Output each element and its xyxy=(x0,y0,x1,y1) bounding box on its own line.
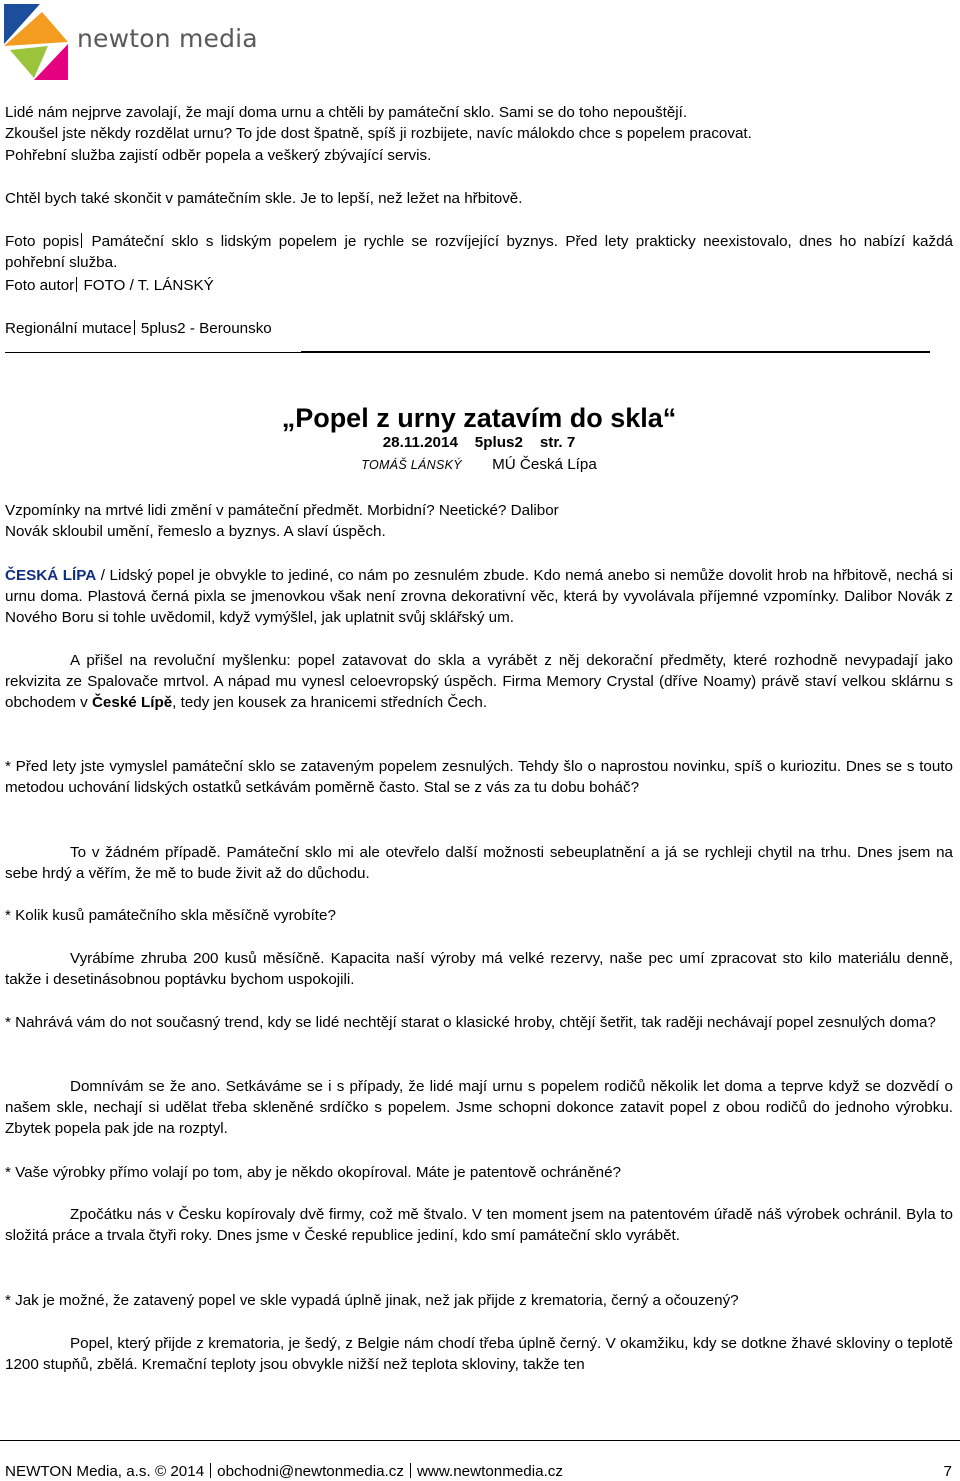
article-page: str. 7 xyxy=(539,434,576,451)
page-footer xyxy=(5,1463,563,1480)
question-2: * Kolik kusů památečního skla měsíčně vyrobíte? xyxy=(5,907,336,924)
article1-line-1: Lidé nám nejprve zavolají, že mají doma urnu a chtěli by památeční sklo. Sami se do toho nepouštějí. xyxy=(5,104,688,121)
question-4: * Vaše výrobky přímo volají po tom, aby je někdo okopíroval. Máte je patentově ochráněné? xyxy=(5,1164,622,1181)
photo-caption-text: Památeční sklo s lidským popelem je rychle se rozvíjející byznys. Před lety prakticky neexistovalo, dnes ho nabízí každá pohřební služba. xyxy=(5,233,953,271)
article-author: TOMÁŠ LÁNSKÝ xyxy=(361,458,462,472)
label-separator xyxy=(76,277,77,292)
article-byline xyxy=(5,456,953,473)
dateline-place: ČESKÁ LÍPA xyxy=(5,567,97,584)
photo-author-label: Foto autor xyxy=(5,277,75,294)
article1-line-3: Pohřební služba zajistí odběr popela a veškerý zbývající servis. xyxy=(5,147,432,164)
photo-caption-label: Foto popis xyxy=(5,233,80,250)
article-meta xyxy=(5,434,953,451)
footer-email-link[interactable]: obchodni@newtonmedia.cz xyxy=(217,1463,404,1480)
article-paragraph-2-bold: České Lípě xyxy=(91,694,173,711)
regional-edition xyxy=(5,318,953,339)
article-paragraph-2-text-b: , tedy jen kousek za hranicemi středních Čech. xyxy=(172,694,488,711)
article-paragraph-2-text-a: A přišel na revoluční myšlenku: popel zatavovat do skla a vyrábět z něj dekorační předměty, které rozhodně nevypadají jako rekvizita ze Spalovače mrtvol. A nápad mu vynesl celoevropský úspěch. Firma Memory Crystal (dříve Noamy) právě staví velkou sklárnu s obchodem v xyxy=(5,652,953,711)
article-lead: Vzpomínky na mrtvé lidi změní v památeční předmět. Morbidní? Neetické? Dalibor Novák skloubil umění, řemeslo a byznys. A slaví úspěch. xyxy=(5,502,559,540)
answer-2: Vyrábíme zhruba 200 kusů měsíčně. Kapacita naší výroby má velké rezervy, naše pec umí zpracovat sto kilo materiálu denně, takže i desetinásobnou poptávku bychom uspokojili. xyxy=(5,950,953,988)
logo-text: newton media xyxy=(77,24,258,53)
article-paragraph-1-text: / Lidský popel je obvykle to jediné, co nám po zesnulém zbude. Kdo nemá anebo si nemůže dovolit hrob na hřbitově, nechá si urnu doma. Plastová černá pixla se jmenovkou však není zrovna dekorativní věc, která by vyvolávala příjemné vzpomínky. Dalibor Novák z Nového Boru si tohle uvědomil, když vymýšlel, jak uplatnit svůj sklářský um. xyxy=(5,567,953,626)
answer-4: Zpočátku nás v Česku kopírovaly dvě firmy, což mě štvalo. V ten moment jsem na patentovém úřadě náš výrobek ochránil. Byla to složitá práce a trvala čtyři roky. Dnes jsme v České republice jediní, kdo smí památeční sklo vyrábět. xyxy=(5,1206,953,1244)
answer-5: Popel, který přijde z krematoria, je šedý, z Belgie nám chodí třeba úplně černý. V okamžiku, kdy se dotkne žhavé skloviny o teplotě 1200 stupňů, zbělá. Kremační teploty jsou obvykle nižší než teplota skloviny, takže ten xyxy=(5,1335,953,1373)
article-title: „Popel z urny zatavím do skla“ xyxy=(281,403,677,433)
answer-1: To v žádném případě. Památeční sklo mi ale otevřelo další možnosti sebeuplatnění a já se rychleji chytil na trhu. Dnes jsem na sebe hrdý a věřím, že mě to bude živit až do důchodu. xyxy=(5,844,953,882)
article1-line-2: Zkoušel jste někdy rozdělat urnu? To jde dost špatně, spíš ji rozbijete, navíc málokdo chce s popelem pracovat. xyxy=(5,125,752,142)
photo-caption xyxy=(5,231,953,273)
page-number: 7 xyxy=(943,1463,952,1480)
question-5: * Jak je možné, že zatavený popel ve skle vypadá úplně jinak, než jak přijde z krematoria, černý a očouzený? xyxy=(5,1292,739,1309)
photo-author-text: FOTO / T. LÁNSKÝ xyxy=(83,277,214,294)
region-label: Regionální mutace xyxy=(5,320,132,337)
footer-separator xyxy=(410,1463,411,1478)
question-1: * Před lety jste vymyslel památeční sklo se zataveným popelem zesnulých. Tehdy šlo o naprostou novinku, spíš o kuriozitu. Dnes se s touto metodou uchování lidských ostatků setkávám poměrně často. Stal se z vás za tu dobu boháč? xyxy=(5,758,953,796)
footer-web-link[interactable]: www.newtonmedia.cz xyxy=(416,1463,563,1480)
article-paragraph-2 xyxy=(5,650,953,713)
question-3: * Nahrává vám do not současný trend, kdy se lidé nechtějí starat o klasické hroby, chtějí šetřit, tak raději nechávají popel zesnulých doma? xyxy=(5,1014,936,1031)
label-separator xyxy=(81,233,82,248)
article-divider-bold xyxy=(301,351,930,353)
article-date: 28.11.2014 xyxy=(382,434,458,451)
footer-company: NEWTON Media, a.s. © 2014 xyxy=(5,1463,205,1480)
article-source: 5plus2 xyxy=(474,434,523,451)
label-separator xyxy=(134,320,135,335)
answer-3: Domnívám se že ano. Setkáváme se i s případy, že lidé mají urnu s popelem rodičů několik let doma a teprve když se dozvědí o našem skle, nechají si udělat třeba skleněné srdíčko s popelem. Jsme schopni dokonce zatavit popel z obou rodičů do jednoho výrobku. Zbytek popela pak jde na rozptyl. xyxy=(5,1078,953,1137)
footer-divider xyxy=(0,1440,960,1441)
region-text: 5plus2 - Berounsko xyxy=(140,320,272,337)
article-paragraph-1 xyxy=(5,565,953,628)
footer-separator xyxy=(210,1463,211,1478)
article-section: MÚ Česká Lípa xyxy=(492,456,597,473)
photo-author xyxy=(5,275,953,296)
article1-closing-line: Chtěl bych také skončit v památečním skle. Je to lepší, než ležet na hřbitově. xyxy=(5,190,523,207)
